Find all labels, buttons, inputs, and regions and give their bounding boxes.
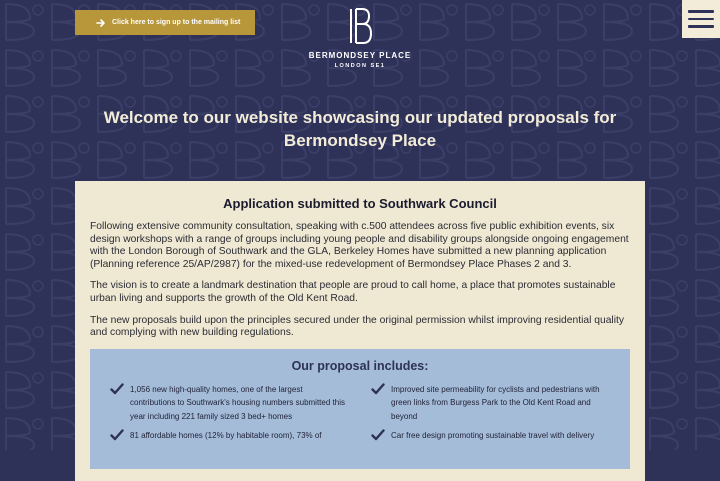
vision-paragraph: The vision is to create a landmark destination that people are proud to call home, a place that promotes sustainable urban living and supports the growth of the Old Kent Road. xyxy=(90,280,616,304)
arrow-right-icon xyxy=(96,18,106,28)
checkmark-icon xyxy=(371,383,385,395)
hamburger-menu-icon xyxy=(688,18,714,21)
mailing-list-button[interactable] xyxy=(75,10,255,35)
headline-line-1: Welcome to our website showcasing our updated proposals for xyxy=(103,108,617,127)
hamburger-menu-icon xyxy=(688,25,714,28)
proposal-list xyxy=(110,383,610,443)
section-title: Application submitted to Southwark Council xyxy=(223,196,497,211)
proposal-item xyxy=(110,429,349,443)
checkmark-icon xyxy=(110,383,124,395)
hamburger-menu-icon xyxy=(688,10,714,13)
proposal-title: Our proposal includes: xyxy=(291,358,429,373)
proposal-box xyxy=(90,349,630,469)
brand-location: LONDON SE1 xyxy=(334,63,386,69)
content-card xyxy=(75,181,645,481)
checkmark-icon xyxy=(371,429,385,441)
checkmark-icon xyxy=(110,429,124,441)
intro-paragraph: Following extensive community consultation, speaking with c.500 attendees across five public exhibition events, six design workshops with a range of groups including young people and disability groups alongside ongoing engagement with the London Borough of Southwark and the GLA, Berkeley Homes have submitted a new planning application (Planning reference 25/AP/2987) for the mixed-use redevelopment of Bermondsey Place Phases 2 and 3. xyxy=(90,221,629,270)
proposal-item xyxy=(371,383,610,424)
proposal-item-text: Improved site permeability for cyclists and pedestrians with green links from Burgess Park to the Old Kent Road and beyond xyxy=(391,384,600,421)
mailing-list-label: Click here to sign up to the mailing list xyxy=(112,19,241,26)
headline-line-2: Bermondsey Place xyxy=(283,131,437,150)
principles-paragraph: The new proposals build upon the principles secured under the original permission whilst improving residential quality and complying with new building regulations. xyxy=(90,314,625,339)
proposal-item xyxy=(110,383,349,424)
proposal-item-text: Car free design promoting sustainable travel with delivery xyxy=(391,431,595,441)
bp-monogram-logo xyxy=(348,8,372,44)
page-headline xyxy=(60,106,660,152)
brand-name: BERMONDSEY PLACE xyxy=(308,51,412,60)
proposal-item-text: 1,056 new high-quality homes, one of the largest contributions to Southwark's housing numbers submitted this year including 221 family sized 3 bed+ homes xyxy=(130,384,345,421)
proposal-item-text: 81 affordable homes (12% by habitable room), 73% of xyxy=(130,431,322,441)
hamburger-menu-button[interactable] xyxy=(682,0,720,38)
proposal-item xyxy=(371,429,610,443)
brand-logo[interactable] xyxy=(300,8,420,69)
